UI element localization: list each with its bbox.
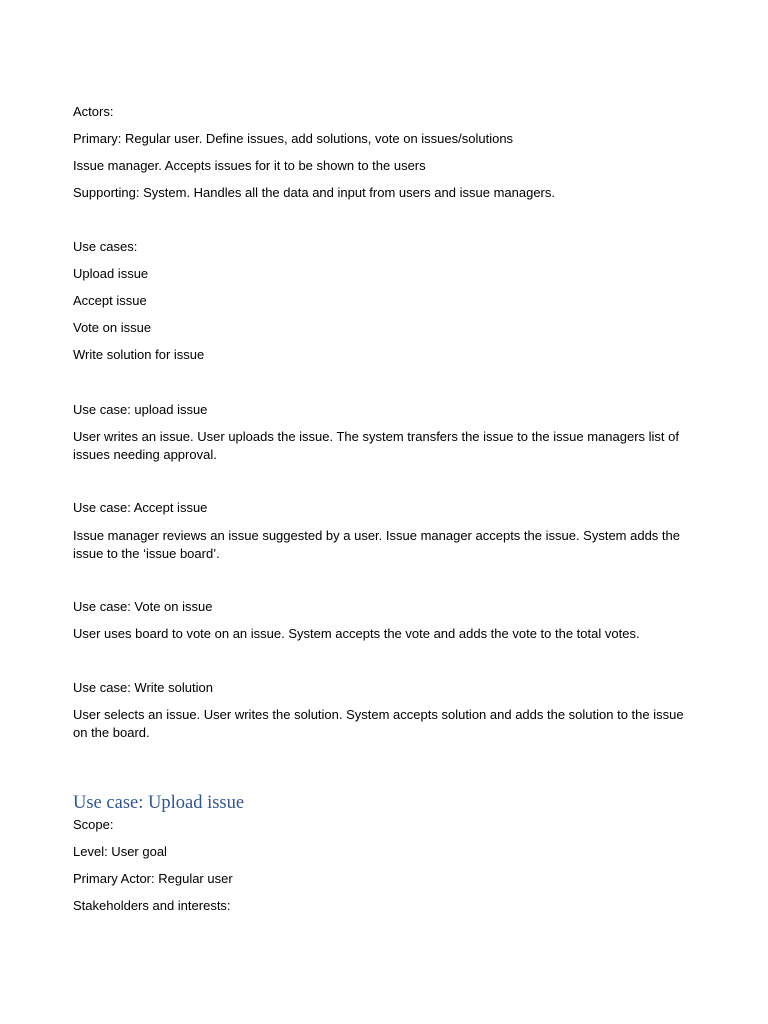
use-case-title: Use case: Accept issue (73, 500, 208, 515)
use-cases-label: Use cases: (73, 239, 138, 254)
use-case-list-item: Vote on issue (73, 320, 152, 335)
use-case-body: User uses board to vote on an issue. System accepts the vote and adds the vote to the total votes. (73, 626, 640, 641)
actors-label: Actors: (73, 104, 114, 119)
supporting-actor-line: Supporting: System. Handles all the data and input from users and issue managers. (73, 185, 555, 200)
use-case-list-item: Accept issue (73, 293, 147, 308)
use-case-title: Use case: Write solution (73, 680, 213, 695)
scope-line: Scope: (73, 817, 114, 832)
primary-actor-detail-line: Primary Actor: Regular user (73, 871, 233, 886)
stakeholders-line: Stakeholders and interests: (73, 898, 231, 913)
use-case-list-item: Write solution for issue (73, 347, 205, 362)
use-case-list-item: Upload issue (73, 266, 149, 281)
use-case-body: Issue manager reviews an issue suggested by a user. Issue manager accepts the issue. System adds the issue to the ‘issue board’. (73, 528, 680, 561)
section-heading: Use case: Upload issue (73, 793, 245, 813)
use-case-title: Use case: upload issue (73, 402, 208, 417)
issue-manager-line: Issue manager. Accepts issues for it to be shown to the users (73, 158, 426, 173)
use-case-title: Use case: Vote on issue (73, 599, 213, 614)
primary-actor-line: Primary: Regular user. Define issues, add solutions, vote on issues/solutions (73, 131, 514, 146)
use-case-body: User selects an issue. User writes the solution. System accepts solution and adds the solution to the issue on the board. (73, 707, 684, 740)
level-line: Level: User goal (73, 844, 167, 859)
use-case-body: User writes an issue. User uploads the issue. The system transfers the issue to the issue managers list of issues needing approval. (73, 429, 679, 462)
